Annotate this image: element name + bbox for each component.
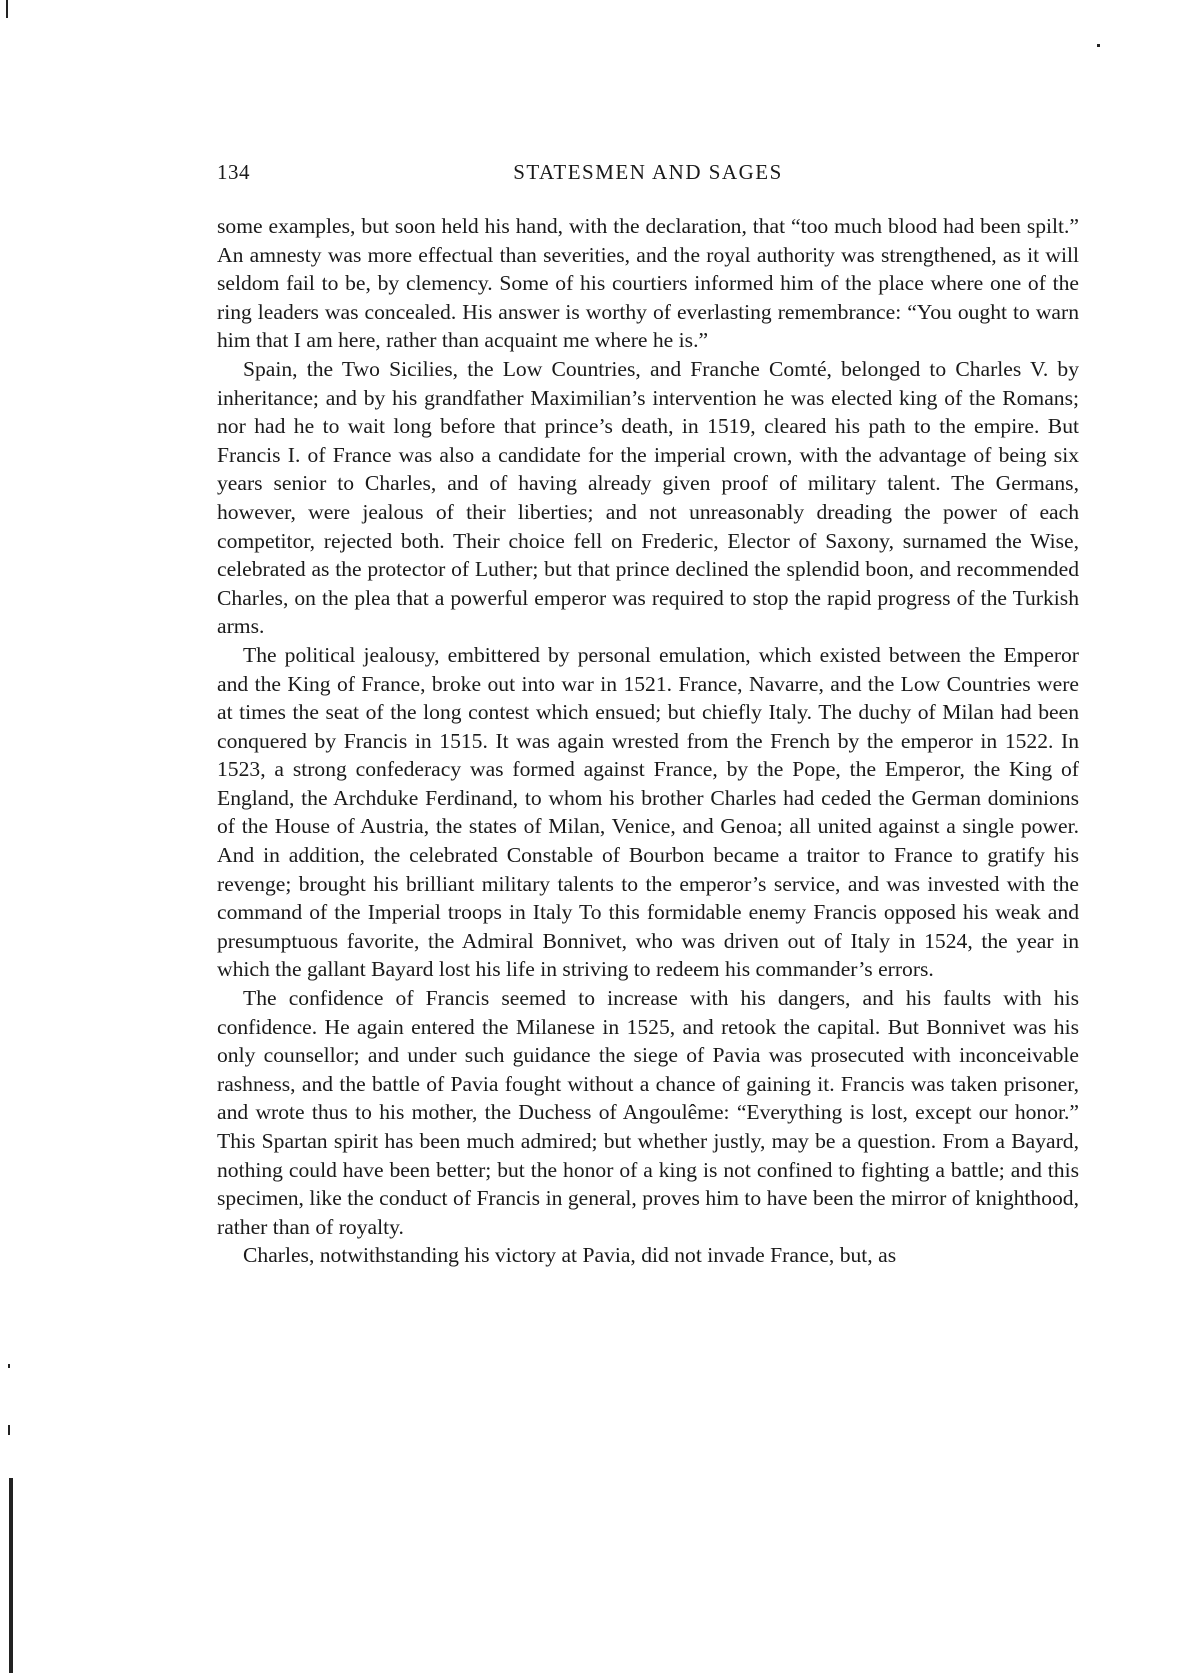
page-header	[217, 160, 1079, 190]
body-text	[217, 212, 1079, 1270]
scan-edge-line	[9, 1478, 13, 1673]
scan-mark	[8, 1425, 10, 1435]
paragraph: The confidence of Francis seemed to increase with his dangers, and his faults with his confidence. He again entered the Milanese in 1525, and retook the capital. But Bonnivet was his only counsellor; and under such guidance the siege of Pavia was prosecuted with inconceivable rashness, and the battle of Pavia fought without a chance of gaining it. Francis was taken prisoner, and wrote thus to his mother, the Duchess of Angoulême: “Everything is lost, except our honor.” This Spartan spirit has been much admired; but whether justly, may be a question. From a Bayard, nothing could have been better; but the honor of a king is not confined to fighting a battle; and this specimen, like the conduct of Francis in general, proves him to have been the mirror of knighthood, rather than of royalty.	[217, 986, 1079, 1239]
scan-mark	[8, 1364, 10, 1368]
running-head: STATESMEN AND SAGES	[513, 160, 783, 184]
scan-mark	[6, 0, 8, 18]
page-number: 134	[217, 160, 250, 184]
paragraph: Charles, notwithstanding his victory at Pavia, did not invade France, but, as	[243, 1243, 897, 1268]
paragraph: The political jealousy, embittered by personal emulation, which existed between the Emperor and the King of France, broke out into war in 1521. France, Navarre, and the Low Countries were at times the seat of the long contest which ensued; but chiefly Italy. The duchy of Milan had been conquered by Francis in 1515. It was again wrested from the French by the emperor in 1522. In 1523, a strong confederacy was formed against France, by the Pope, the Emperor, the King of England, the Archduke Ferdinand, to whom his brother Charles had ceded the German dominions of the House of Austria, the states of Milan, Venice, and Genoa; all united against a single power. And in addition, the celebrated Constable of Bourbon became a traitor to France to gratify his revenge; brought his brilliant military talents to the emperor’s service, and was invested with the command of the Imperial troops in Italy To this formidable enemy Francis opposed his weak and presumptuous favorite, the Admiral Bonnivet, who was driven out of Italy in 1524, the year in which the gallant Bayard lost his life in striving to redeem his commander’s errors.	[217, 642, 1079, 982]
scan-mark	[1097, 44, 1100, 47]
paragraph: Spain, the Two Sicilies, the Low Countries, and Franche Comté, belonged to Charles V. by inheritance; and by his grandfather Maximilian’s intervention he was elected king of the Romans; nor had he to wait long before that prince’s death, in 1519, cleared his path to the empire. But Francis I. of France was also a candidate for the imperial crown, with the advantage of being six years senior to Charles, and of having already given proof of military talent. The Germans, however, were jealous of their liberties; and not unreasonably dreading the power of each competitor, rejected both. Their choice fell on Frederic, Elector of Saxony, surnamed the Wise, celebrated as the protector of Luther; but that prince declined the splendid boon, and recommended Charles, on the plea that a powerful emperor was required to stop the rapid progress of the Turkish arms.	[217, 356, 1079, 639]
paragraph: some examples, but soon held his hand, with the declaration, that “too much blood had been spilt.” An amnesty was more effectual than severities, and the royal authority was strengthened, as it will seldom fail to be, by clemency. Some of his courtiers informed him of the place where one of the ring leaders was concealed. His answer is worthy of everlasting remembrance: “You ought to warn him that I am here, rather than acquaint me where he is.”	[217, 214, 1079, 353]
